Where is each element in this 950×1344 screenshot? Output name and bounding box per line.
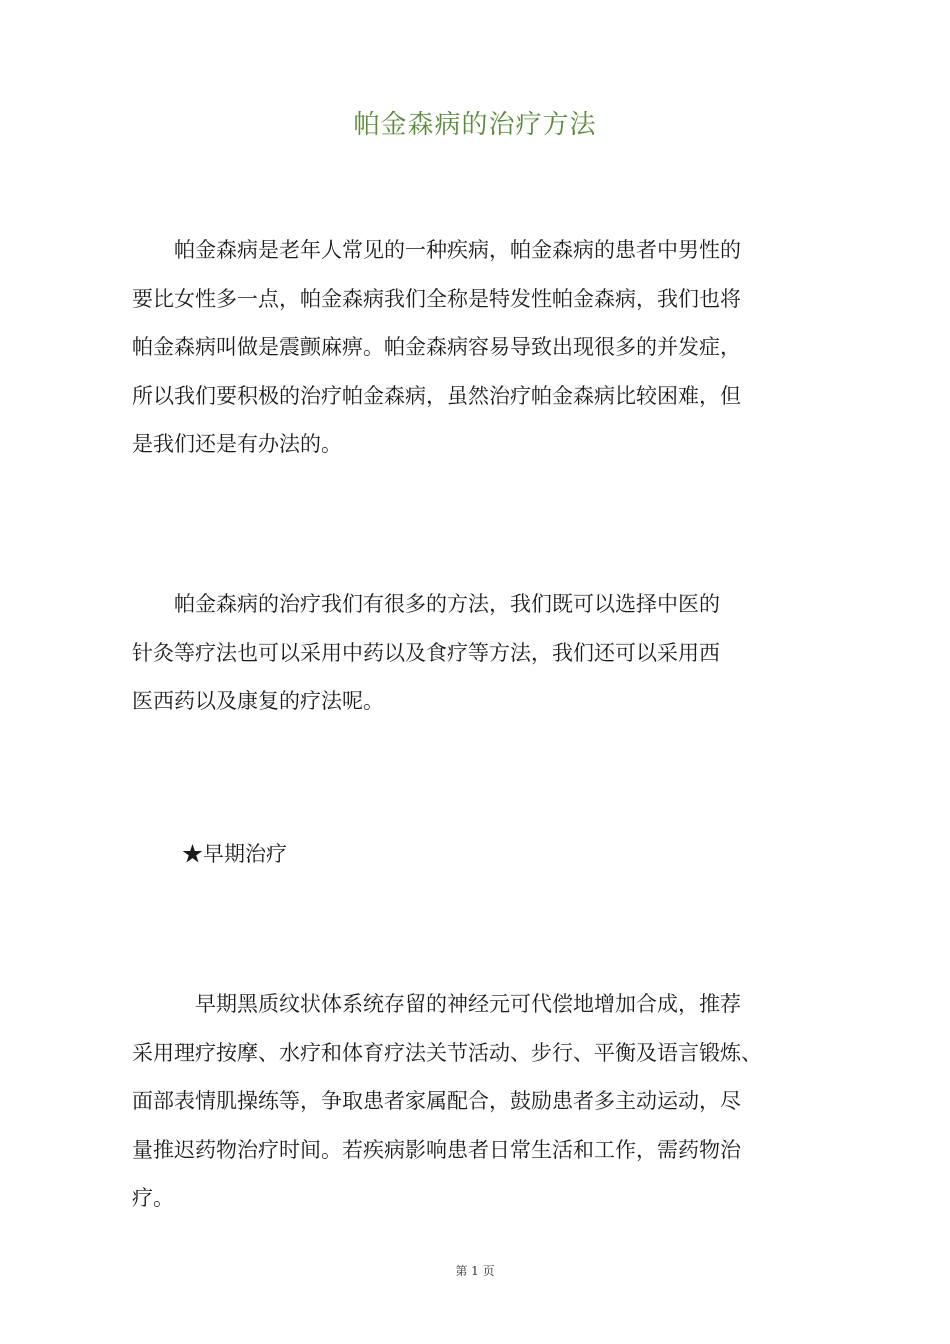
paragraph-early-treatment <box>132 980 762 1223</box>
paragraph-line: 所以我们要积极的治疗帕金森病，虽然治疗帕金森病比较困难，但 <box>132 383 741 408</box>
paragraph-line: 采用理疗按摩、水疗和体育疗法关节活动、步行、平衡及语言锻炼、 <box>132 1040 762 1065</box>
paragraph-line: 帕金森病的治疗我们有很多的方法，我们既可以选择中医的 <box>132 592 720 616</box>
page-number: 第 1 页 <box>455 1264 495 1278</box>
paragraph-line: 帕金森病叫做是震颤麻痹。帕金森病容易导致出现很多的并发症， <box>132 335 741 359</box>
paragraph-line: 面部表情肌操练等，争取患者家属配合，鼓励患者多主动运动，尽 <box>132 1089 741 1113</box>
paragraph-line: 早期黑质纹状体系统存留的神经元可代偿地增加合成，推荐 <box>132 992 741 1016</box>
paragraph-line: 帕金森病是老年人常见的一种疾病，帕金森病的患者中男性的 <box>132 238 741 262</box>
paragraph-intro <box>132 226 741 469</box>
paragraph-line: 要比女性多一点，帕金森病我们全称是特发性帕金森病，我们也将 <box>132 286 741 311</box>
paragraph-line: 量推迟药物治疗时间。若疾病影响患者日常生活和工作，需药物治 <box>132 1137 741 1162</box>
paragraph-line: 针灸等疗法也可以采用中药以及食疗等方法，我们还可以采用西 <box>132 640 720 665</box>
paragraph-line: 是我们还是有办法的。 <box>132 432 342 456</box>
paragraph-line: 疗。 <box>132 1186 174 1210</box>
paragraph-line: 医西药以及康复的疗法呢。 <box>132 689 384 713</box>
section-heading-early-treatment: ★早期治疗 <box>182 842 287 866</box>
page-title: 帕金森病的治疗方法 <box>353 110 597 140</box>
paragraph-methods <box>132 580 720 726</box>
